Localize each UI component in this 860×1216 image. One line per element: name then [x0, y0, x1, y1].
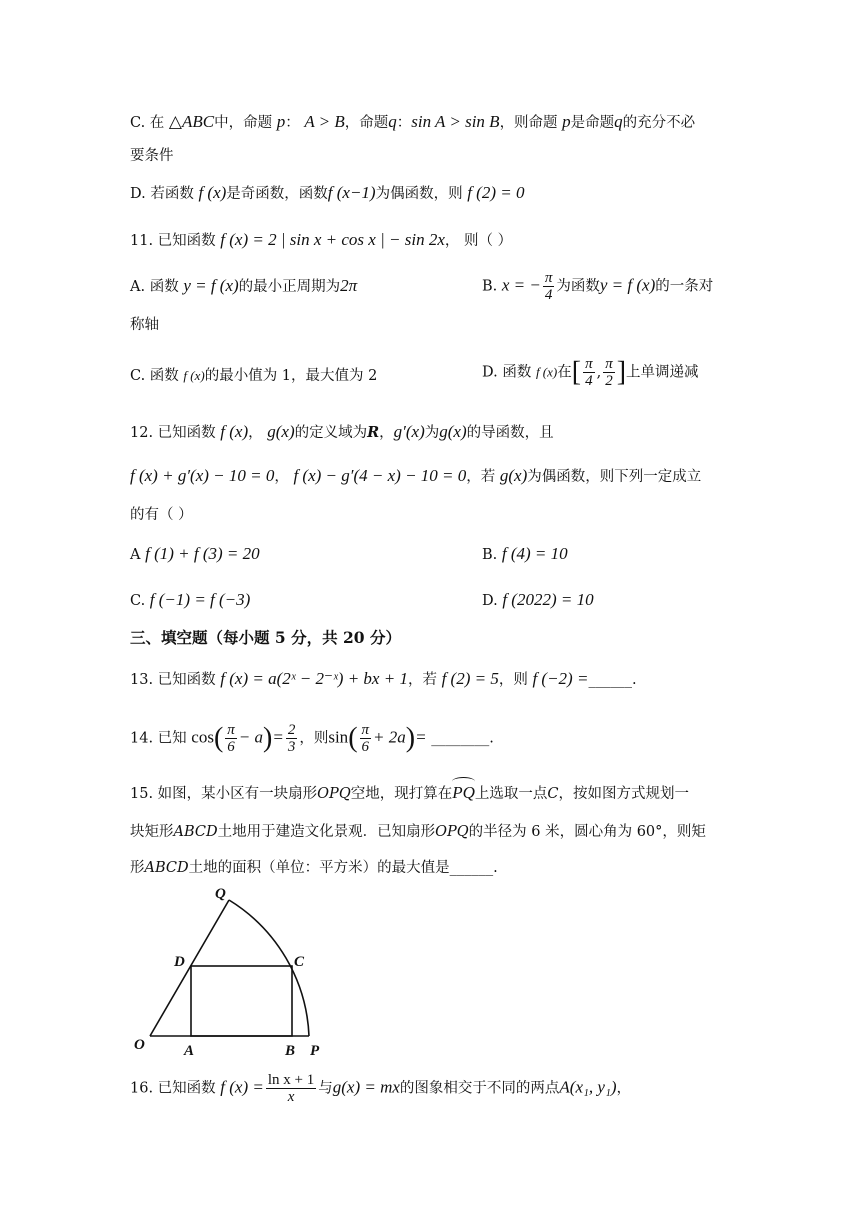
- label-o: O: [134, 1037, 145, 1053]
- section-3-heading: 三、填空题（每小题 5 分，共 20 分）: [130, 628, 401, 647]
- q11-option-b-continued: 称轴: [130, 317, 159, 333]
- q11-stem: 11. 已知函数 f (x) = 2 | sin x + cos x | − sin 2x， 则（ ）: [130, 230, 513, 249]
- q10-option-c: C. 在 △ABC中，命题 p： A > B，命题q：sin A > sin B，则命题 p是命题q的充分不必: [130, 112, 696, 131]
- q12-stem: 12. 已知函数 f (x)， g(x)的定义域为R，g′(x)为g(x)的导函数，且: [130, 422, 554, 441]
- q12-stem-continued: 的有（ ）: [130, 507, 193, 523]
- label-d: D: [174, 954, 185, 970]
- q15-line-1: 15. 如图，某小区有一块扇形OPQ空地，现打算在PQ上选取一点C，按如图方式规划一: [130, 781, 689, 806]
- q10-option-d: D. 若函数 f (x)是奇函数，函数f (x−1)为偶函数，则 f (2) = 0: [130, 183, 525, 202]
- q10-option-c-continued: 要条件: [130, 148, 174, 164]
- fraction-pi-over-4: $\frac{\pi}{4}$: [544, 270, 553, 303]
- q12-option-a: A f (1) + f (3) = 20: [130, 544, 260, 563]
- rectangle-abcd: [191, 966, 292, 1036]
- label-c: C: [294, 954, 305, 970]
- q11-option-a: A. 函数 y = f (x)的最小正周期为2π: [130, 276, 358, 295]
- q12-option-d: D. f (2022) = 10: [482, 590, 594, 609]
- q12-option-b: B. f (4) = 10: [482, 544, 568, 563]
- q11-option-c: C. 函数 f (x)的最小值为 1，最大值为 2: [130, 368, 378, 384]
- q15-line-2: 块矩形ABCD土地用于建造文化景观．已知扇形OPQ的半径为 6 米，圆心角为 60°，则矩: [130, 824, 706, 840]
- radius-oq: [150, 900, 229, 1036]
- label-q: Q: [215, 886, 226, 902]
- q15-line-3: 形ABCD土地的面积（单位：平方米）的最大值是______.: [130, 860, 498, 876]
- arc-pq: PQ: [452, 781, 475, 805]
- q13: 13. 已知函数 f (x) = a(2ˣ − 2⁻ˣ) + bx + 1，若 f (2) = 5，则 f (−2) =______.: [130, 669, 637, 688]
- label-p: P: [310, 1043, 320, 1059]
- q11-option-b: B. x = − $\frac{\pi}{4}$ 为函数y = f (x)的一条对: [482, 270, 714, 303]
- q12-conditions: f (x) + g′(x) − 10 = 0， f (x) − g′(4 − x) − 10 = 0，若 g(x)为偶函数，则下列一定成立: [130, 466, 702, 485]
- label-b: B: [285, 1043, 296, 1059]
- q12-option-c: C. f (−1) = f (−3): [130, 590, 251, 609]
- q14: 14. 已知 cos( $\frac{\pi}{6}$ − a)= $\frac{2}{3}$ ，则sin( $\frac{\pi}{6}$ + 2a)= ________.: [130, 722, 494, 755]
- label-a: A: [184, 1043, 195, 1059]
- sector-rectangle-figure: [128, 884, 338, 1060]
- q11-option-d: D. 函数 f (x)在[ $\frac{\pi}{4}$ , $\frac{\pi}{2}$ ]上单调递减: [482, 356, 699, 389]
- triangle-abc: △ABC: [168, 112, 215, 131]
- q16: 16. 已知函数 f (x) = $\frac{\text{ln x + 1}}{x}$ 与g(x) = mx的图象相交于不同的两点A(x₁, y₁)，: [130, 1072, 632, 1105]
